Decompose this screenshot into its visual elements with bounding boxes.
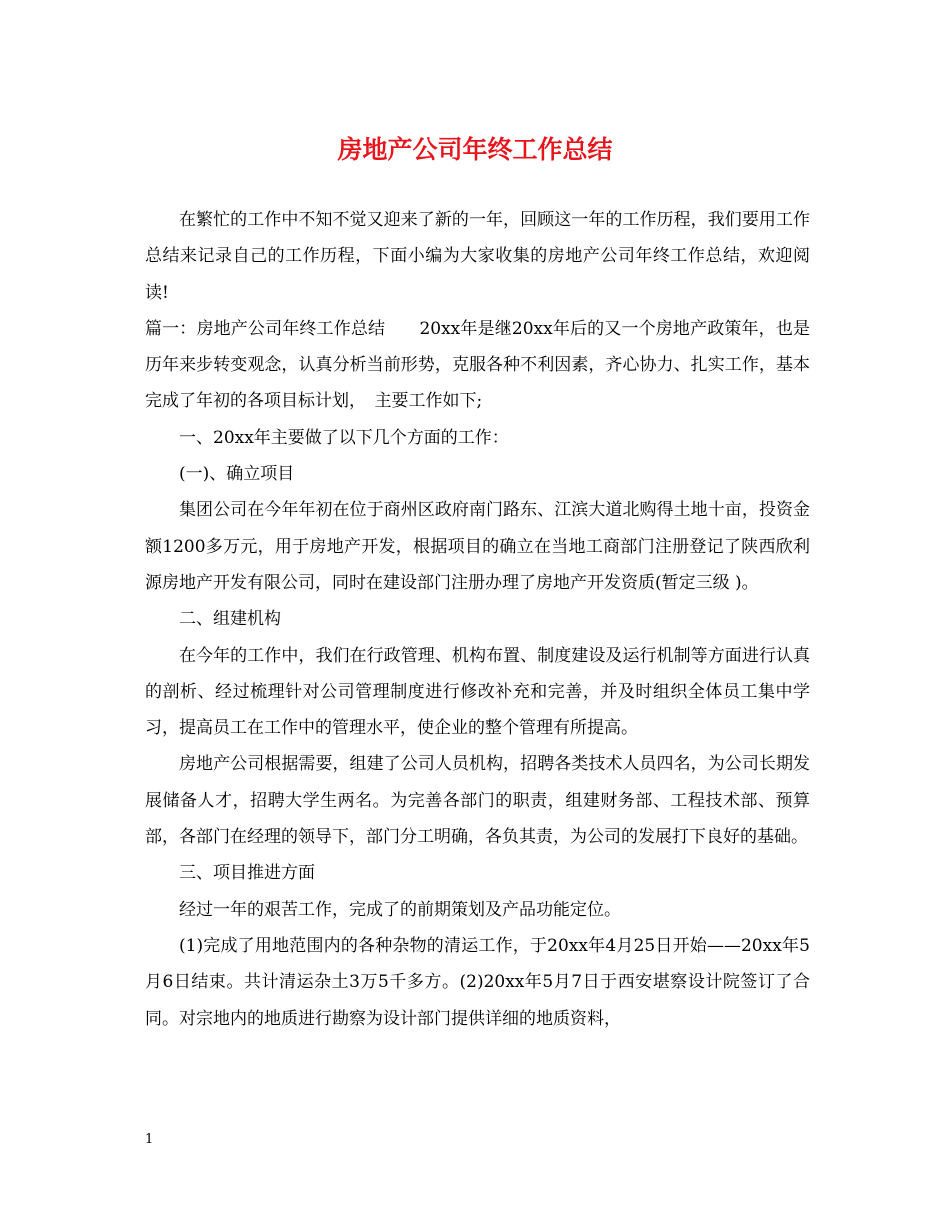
section-heading-project-progress: 三、项目推进方面 (179, 863, 315, 884)
section-heading-organization: 二、组建机构 (179, 609, 281, 630)
document-title: 房地产公司年终工作总结 (337, 135, 613, 164)
page-number: 1 (145, 1132, 154, 1147)
subsection-heading-establish-project: (一)、确立项目 (179, 464, 295, 485)
document-body (145, 202, 810, 1037)
paragraph-management: 在今年的工作中，我们在行政管理、机构布置、制度建设及运行机制等方面进行认真的剖析、经过梳理针对公司管理制度进行修改补充和完善，并及时组织全体员工集中学习，提高员工在工作中的管理水平，使企业的整个管理有所提高。 (145, 645, 810, 739)
paragraph-site-clearance: (1)完成了用地范围内的各种杂物的清运工作，于20xx年4月25日开始——20xx年5月6日结束。共计清运杂土3万5千多方。(2)20xx年5月7日于西安堪察设计院签订了合同。对宗地内的地质进行勘察为设计部门提供详细的地质资料， (145, 935, 810, 1029)
paragraph-staffing: 房地产公司根据需要，组建了公司人员机构，招聘各类技术人员四名，为公司长期发展储备人才，招聘大学生两名。为完善各部门的职责，组建财务部、工程技术部、预算部，各部门在经理的领导下，部门分工明确，各负其责，为公司的发展打下良好的基础。 (145, 754, 810, 848)
paragraph-intro: 在繁忙的工作中不知不觉又迎来了新的一年，回顾这一年的工作历程，我们要用工作总结来记录自己的工作历程，下面小编为大家收集的房地产公司年终工作总结，欢迎阅读! (145, 210, 810, 303)
paragraph-planning: 经过一年的艰苦工作，完成了的前期策划及产品功能定位。 (179, 899, 621, 920)
paragraph-part-one: 篇一：房地产公司年终工作总结 20xx年是继20xx年后的又一个房地产政策年，也是历年来步转变观念，认真分析当前形势，克服各种不利因素，齐心协力、扎实工作，基本完成了年初的各项目标计划， 主要工作如下; (145, 318, 810, 412)
paragraph-land-acquisition: 集团公司在今年年初在位于商州区政府南门路东、江滨大道北购得土地十亩，投资金额1200多万元，用于房地产开发，根据项目的确立在当地工商部门注册登记了陕西欣利源房地产开发有限公司，同时在建设部门注册办理了房地产开发资质(暂定三级 )。 (145, 500, 810, 593)
section-heading-work-summary: 一、20xx年主要做了以下几个方面的工作： (179, 427, 509, 448)
